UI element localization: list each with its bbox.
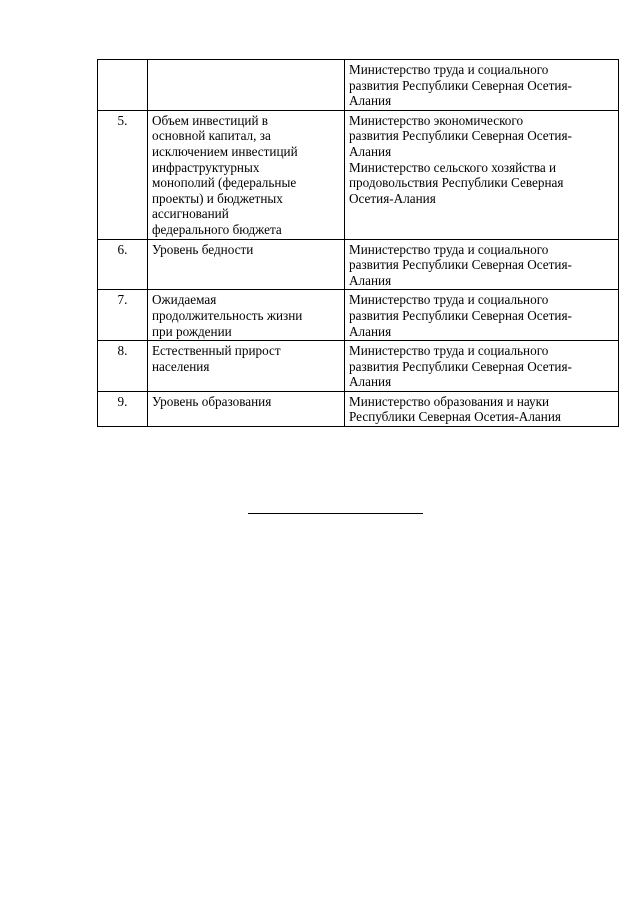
indicator-cell (148, 110, 345, 239)
ministry-text-line: Алания (349, 323, 392, 339)
table-row (98, 290, 619, 341)
row-number-cell (98, 60, 148, 111)
ministry-text-line: развития Республики Северная Осетия- (349, 257, 572, 273)
ministry-text-line: Алания (349, 374, 392, 390)
ministry-text-line: Республики Северная Осетия-Алания (349, 409, 561, 425)
end-of-document-rule (248, 513, 423, 514)
indicator-text-line: населения (152, 358, 210, 374)
indicator-cell (148, 391, 345, 426)
indicator-text-line: Объем инвестиций в (152, 112, 269, 128)
ministry-text-line: Министерство труда и социального (349, 343, 549, 359)
row-number-cell: 8. (98, 341, 148, 392)
table-row (98, 341, 619, 392)
ministry-text-line: Алания (349, 143, 392, 159)
row-number-cell: 6. (98, 239, 148, 290)
ministry-text-line: развития Республики Северная Осетия- (349, 77, 572, 93)
ministry-text-line: Министерство труда и социального (349, 241, 549, 257)
ministry-text-line: Министерство образования и науки (349, 393, 550, 409)
indicator-text-line: продолжительность жизни (152, 307, 303, 323)
indicator-text-line: инфраструктурных (152, 159, 260, 175)
indicator-text-line: монополий (федеральные (152, 175, 297, 191)
indicator-text-line: Уровень бедности (152, 241, 254, 257)
indicator-text-line: Уровень образования (152, 393, 272, 409)
ministry-text-line: Алания (349, 272, 392, 288)
table-row (98, 60, 619, 111)
ministry-text-line: продовольствия Республики Северная (349, 175, 564, 191)
row-number-cell: 9. (98, 391, 148, 426)
table-row (98, 110, 619, 239)
responsible-ministry-cell (345, 239, 619, 290)
indicator-cell (148, 341, 345, 392)
row-number-cell: 5. (98, 110, 148, 239)
indicator-text-line: основной капитал, за (152, 128, 271, 144)
ministry-text-line: Осетия-Алания (349, 190, 436, 206)
indicator-text-line: исключением инвестиций (152, 143, 298, 159)
ministry-text-line: Министерство труда и социального (349, 292, 549, 308)
ministry-text-line: развития Республики Северная Осетия- (349, 128, 572, 144)
table-row (98, 239, 619, 290)
ministry-text-line: Министерство труда и социального (349, 62, 549, 77)
responsible-ministry-cell (345, 391, 619, 426)
indicator-text-line: федерального бюджета (152, 221, 282, 237)
ministry-text-line: развития Республики Северная Осетия- (349, 358, 572, 374)
indicator-cell (148, 60, 345, 111)
ministry-text-line: Министерство сельского хозяйства и (349, 159, 557, 175)
indicator-text-line: проекты) и бюджетных (152, 190, 283, 206)
responsibility-table (97, 59, 619, 427)
responsible-ministry-cell (345, 290, 619, 341)
indicator-text-line: Ожидаемая (152, 292, 217, 308)
indicator-text-line: Естественный прирост (152, 343, 281, 359)
indicator-text-line: при рождении (152, 323, 232, 339)
responsible-ministry-cell (345, 60, 619, 111)
indicator-text-line: ассигнований (152, 206, 229, 222)
responsible-ministry-cell (345, 341, 619, 392)
ministry-text-line: развития Республики Северная Осетия- (349, 307, 572, 323)
indicator-cell (148, 290, 345, 341)
table-body (98, 60, 619, 427)
ministry-text-line: Министерство экономического (349, 112, 524, 128)
indicator-cell (148, 239, 345, 290)
row-number-cell: 7. (98, 290, 148, 341)
table-row (98, 391, 619, 426)
ministry-text-line: Алания (349, 93, 392, 109)
responsible-ministry-cell (345, 110, 619, 239)
